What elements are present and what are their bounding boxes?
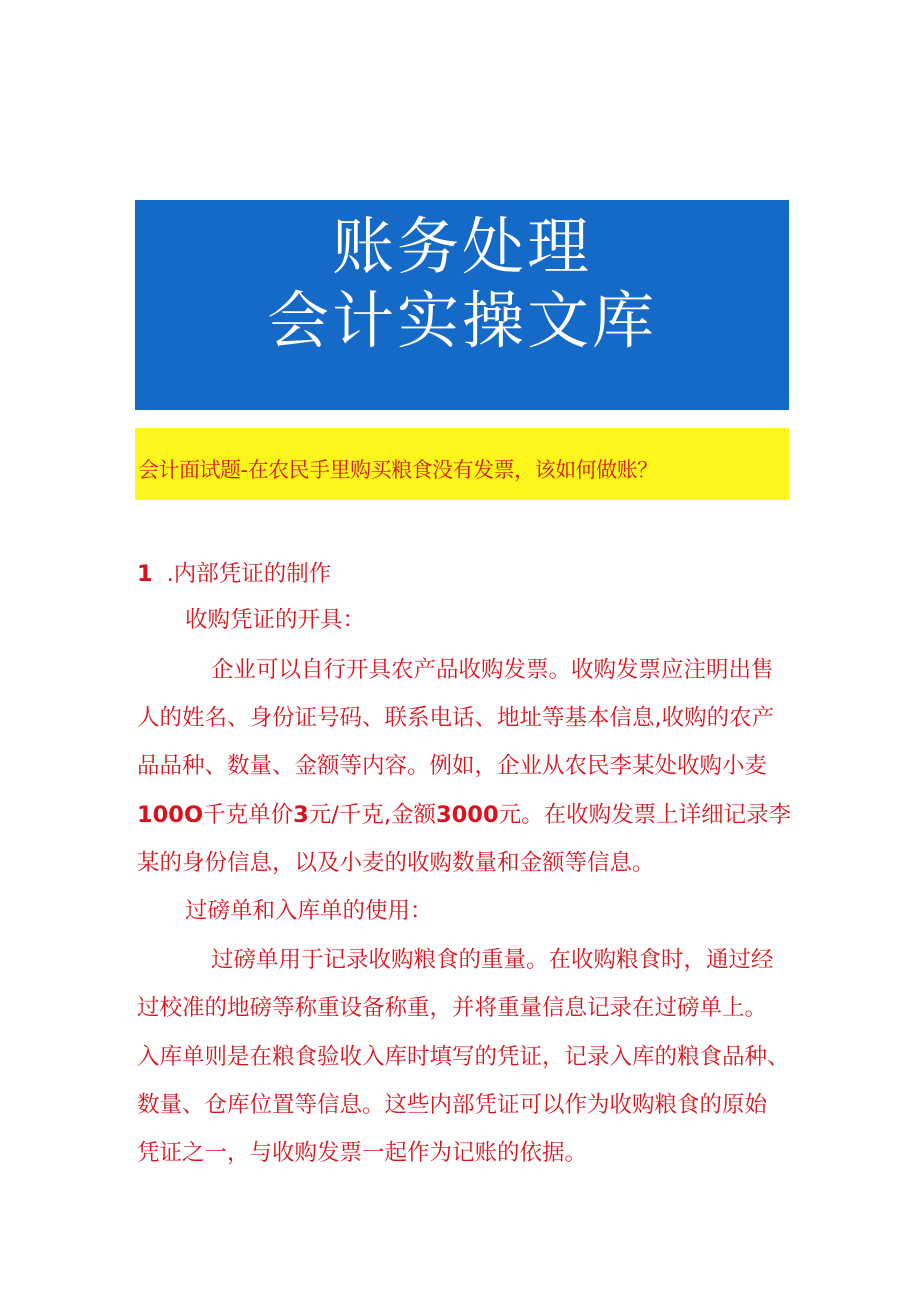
quantity-value: 100O [137,802,204,828]
amount-value: 3000 [436,802,499,828]
section-heading [137,556,331,588]
paragraph-line: 人的姓名、身份证号码、联系电话、地址等基本信息,收购的农产 [137,705,775,731]
subtitle-bar [135,428,789,500]
banner-title-line1: 账务处理 [331,210,592,283]
paragraph-line: 数量、仓库位置等信息。这些内部凭证可以作为收购粮食的原始 [137,1092,768,1118]
section-title: .内部凭证的制作 [166,561,332,587]
paragraph-line: 过磅单用于记录收购粮食的重量。在收购粮食时，通过经 [211,947,774,973]
text-fragment: 元/千克,金额 [308,802,436,828]
subtitle-text: 会计面试题-在农民手里购买粮食没有发票，该如何做账？ [138,458,658,482]
subsection-heading-invoice: 收购凭证的开具： [185,607,366,633]
paragraph-line: 过校准的地磅等称重设备称重，并将重量信息记录在过磅单上。 [137,995,768,1021]
paragraph-line: 企业可以自行开具农产品收购发票。收购发票应注明出售 [211,657,774,683]
banner-title-line2: 会计实操文库 [266,284,657,357]
paragraph-line: 入库单则是在粮食验收入库时填写的凭证，记录入库的粮食品种、 [137,1044,790,1070]
paragraph-line: 品品种、数量、金额等内容。例如，企业从农民李某处收购小麦 [137,753,768,779]
unit-price-value: 3 [293,802,309,828]
paragraph-line: 某的身份信息，以及小麦的收购数量和金额等信息。 [137,850,655,876]
subsection-heading-weighbridge: 过磅单和入库单的使用： [185,898,433,924]
paragraph-line [137,797,791,829]
section-number: 1 [137,561,153,587]
text-fragment: 元。在收购发票上详细记录李 [498,802,792,828]
text-fragment: 千克单价 [203,802,294,828]
paragraph-line: 凭证之一，与收购发票一起作为记账的依据。 [137,1140,588,1166]
title-banner [135,200,789,410]
